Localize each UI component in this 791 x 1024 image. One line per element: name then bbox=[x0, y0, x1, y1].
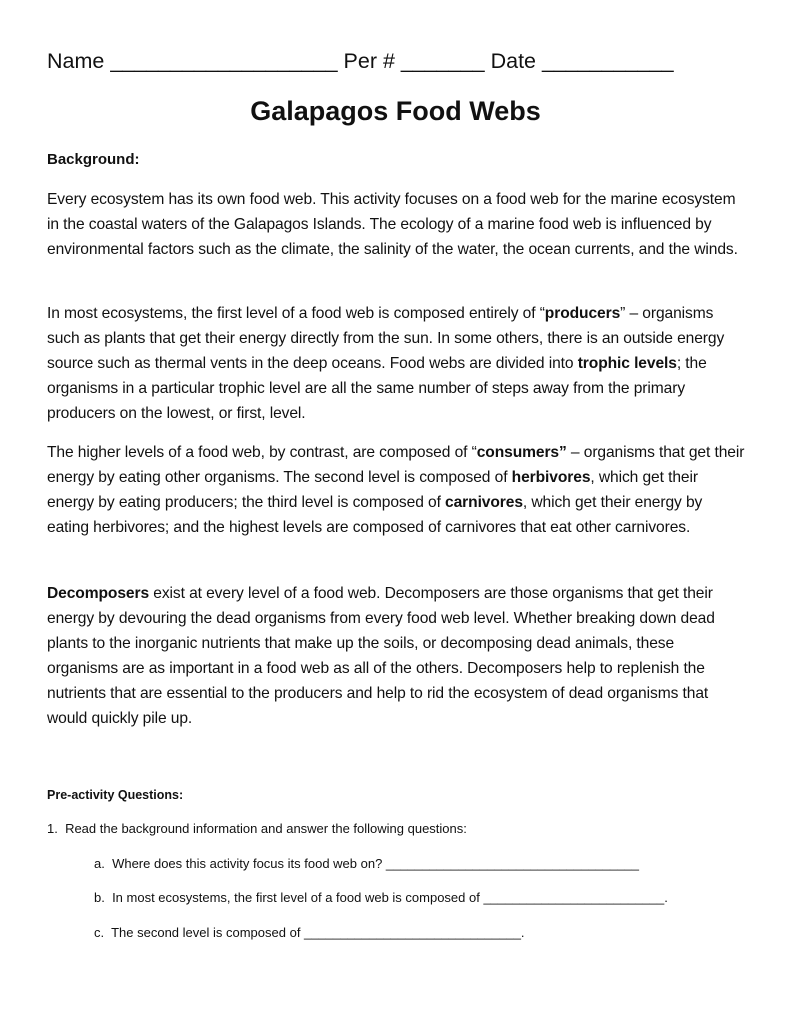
term-consumers: consumers” bbox=[476, 444, 567, 461]
date-blank[interactable]: ___________ bbox=[542, 49, 674, 73]
period-label: Per # bbox=[343, 49, 395, 73]
term-producers: producers bbox=[544, 305, 621, 322]
term-decomposers: Decomposers bbox=[47, 585, 150, 602]
worksheet-page bbox=[47, 0, 757, 1024]
questions-heading: Pre-activity Questions: bbox=[47, 788, 184, 802]
term-trophic-levels: trophic levels bbox=[577, 355, 677, 372]
term-herbivores: herbivores bbox=[511, 469, 591, 486]
paragraph-text: ; the organisms in a particular trophic level are all the same number of steps away from the primary producers on the lowest, or first, level. bbox=[47, 355, 707, 422]
background-heading: Background: bbox=[47, 151, 140, 168]
student-info-line bbox=[47, 47, 674, 75]
paragraph-text: The higher levels of a food web, by contrast, are composed of “ bbox=[47, 444, 477, 461]
paragraph-text: – organisms that get their energy by eating other organisms. The second level is composed of bbox=[47, 444, 745, 486]
period-blank[interactable]: _______ bbox=[400, 49, 485, 73]
date-label: Date bbox=[490, 49, 537, 73]
paragraph-text: , which get their energy by eating herbivores; and the highest levels are composed of carnivores that eat other carnivores. bbox=[47, 494, 703, 536]
paragraph-text: exist at every level of a food web. Decomposers are those organisms that get their energy by devouring the dead organisms from every food web level. Whether breaking down dead plants to the inorganic nutrients that make up the soils, or decomposing dead animals, these organisms are as important in a food web as all of the others. Decomposers help to replenish the nutrients that are essential to the producers and help to rid the ecosystem of dead organisms that would quickly pile up. bbox=[47, 585, 715, 727]
question-1a[interactable]: a. Where does this activity focus its food web on? ___________________________________ bbox=[94, 856, 639, 871]
background-paragraph-1: Every ecosystem has its own food web. This activity focuses on a food web for the marine ecosystem in the coastal waters of the Galapagos Islands. The ecology of a marine food web is influenced by environmental factors such as the climate, the salinity of the water, the ocean currents, and the winds. bbox=[47, 191, 738, 258]
background-paragraph-2 bbox=[47, 301, 747, 426]
question-1b[interactable]: b. In most ecosystems, the first level of a food web is composed of _________________________. bbox=[94, 890, 668, 905]
paragraph-text: , which get their energy by eating producers; the third level is composed of bbox=[47, 469, 698, 511]
background-paragraph-3 bbox=[47, 440, 747, 540]
name-blank[interactable]: ___________________ bbox=[110, 49, 338, 73]
question-1: 1. Read the background information and answer the following questions: bbox=[47, 821, 467, 836]
page-title: Galapagos Food Webs bbox=[250, 96, 541, 126]
paragraph-text: In most ecosystems, the first level of a food web is composed entirely of “ bbox=[47, 305, 545, 322]
background-paragraph-4 bbox=[47, 581, 747, 731]
term-carnivores: carnivores bbox=[445, 494, 523, 511]
paragraph-text: ” – organisms such as plants that get their energy directly from the sun. In some others, there is an outside energy source such as thermal vents in the deep oceans. Food webs are divided into bbox=[47, 305, 725, 372]
question-1c[interactable]: c. The second level is composed of ______________________________. bbox=[94, 925, 525, 940]
name-label: Name bbox=[47, 49, 105, 73]
